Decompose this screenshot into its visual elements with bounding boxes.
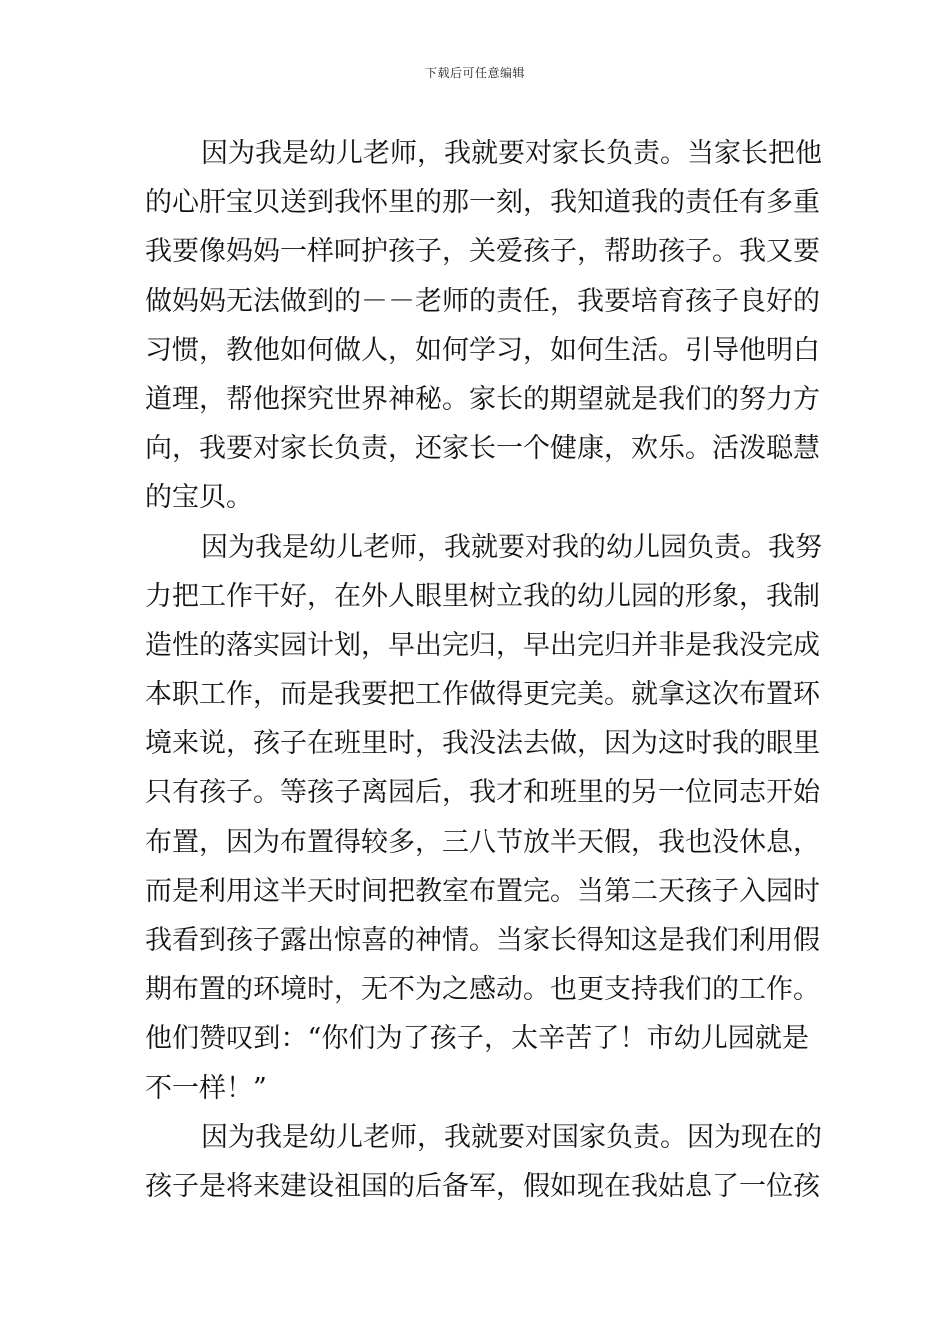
text-line: 我要像妈妈一样呵护孩子，关爱孩子，帮助孩子。我又要 — [145, 236, 820, 268]
text-line: 不一样！” — [145, 1072, 267, 1104]
paragraph-kindergarten-responsibility — [145, 523, 822, 1113]
text-line: 布置，因为布置得较多，三八节放半天假，我也没休息， — [145, 826, 820, 858]
page-header: 下载后可任意编辑 — [424, 66, 525, 80]
text-line: 的宝贝。 — [145, 482, 253, 514]
text-line: 造性的落实园计划，早出完归，早出完归并非是我没完成 — [145, 629, 820, 661]
text-line: 习惯，教他如何做人，如何学习，如何生活。引导他明白 — [145, 334, 820, 366]
text-line: 境来说，孩子在班里时，我没法去做，因为这时我的眼里 — [145, 728, 820, 760]
text-line: 的心肝宝贝送到我怀里的那一刻，我知道我的责任有多重 — [145, 187, 820, 219]
text-line: 因为我是幼儿老师，我就要对我的幼儿园负责。我努 — [201, 531, 822, 563]
text-line: 做妈妈无法做到的－－老师的责任，我要培育孩子良好的 — [145, 285, 820, 317]
text-line: 道理，帮他探究世界神秘。家长的期望就是我们的努力方 — [145, 383, 820, 415]
text-line: 本职工作，而是我要把工作做得更完美。就拿这次布置环 — [145, 679, 820, 711]
text-line: 力把工作干好，在外人眼里树立我的幼儿园的形象，我制 — [145, 580, 820, 612]
text-line: 孩子是将来建设祖国的后备军，假如现在我姑息了一位孩 — [145, 1170, 820, 1202]
text-line: 因为我是幼儿老师，我就要对家长负责。当家长把他 — [201, 138, 822, 169]
text-line: 只有孩子。等孩子离园后，我才和班里的另一位同志开始 — [145, 777, 820, 809]
text-line: 期布置的环境时，无不为之感动。也更支持我们的工作。 — [145, 974, 820, 1006]
text-line: 向，我要对家长负责，还家长一个健康，欢乐。活泼聪慧 — [145, 433, 820, 465]
text-line: 我看到孩子露出惊喜的神情。当家长得知这是我们利用假 — [145, 925, 820, 956]
paragraph-nation-responsibility — [145, 1113, 822, 1211]
text-line: 而是利用这半天时间把教室布置完。当第二天孩子入园时 — [145, 875, 820, 907]
paragraph-parent-responsibility — [145, 129, 822, 523]
document-body — [145, 129, 822, 1211]
text-line: 因为我是幼儿老师，我就要对国家负责。因为现在的 — [201, 1121, 822, 1153]
text-line: 他们赞叹到：“你们为了孩子，太辛苦了！市幼儿园就是 — [145, 1023, 809, 1055]
